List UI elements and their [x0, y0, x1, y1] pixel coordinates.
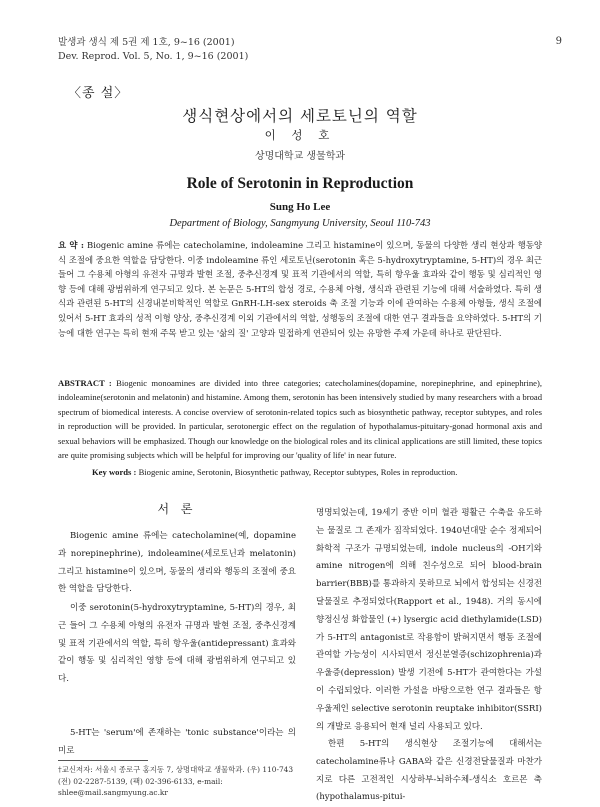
author-english: Sung Ho Lee [269, 201, 331, 213]
page-number: 9 [555, 36, 562, 47]
footnote-line-2: (전) 02-2287-5139, (팩) 02-396-6133, e-mail: shlee@mail.sangmyung.ac.kr [58, 776, 223, 797]
journal-header-ko: 발생과 생식 제 5권 제 1호, 9~16 (2001) [58, 37, 235, 48]
right-column-paragraph-1: 명명되었는데, 19세기 중반 이미 혈관 평활근 수축을 유도하는 물질로 그 존재가 짐작되었다. 1940년대말 순수 정제되어 화학적 구조가 규명되었는데, indole nucleus의 -OH기와 amine nitrogen에 의해 친수성으로 되어 blood-brain barrier(BBB)를 통과하지 못하므로 뇌에서 합성되는 신경전달물질로 추정되었다(Rapport et al., 1948). 거의 동시에 향정신성 화합물인 (+) lysergic acid diethylamide(LSD)가 5-HT의 antagonist로 작용함이 밝혀지면서 행동 조절에 관여할 가능성이 시사되면서 정신분열증(schizophrenia)과 우울증(depression) 발생 기전에 5-HT가 관여한다는 가설이 수립되었다. 이러한 가설을 바탕으로한 연구 결과들은 항우울제인 selective serotonin reuptake inhibitor(SSRI)의 개발로 응용되어 현재 널리 사용되고 있다. [316, 508, 542, 732]
keywords [92, 465, 542, 479]
left-column-paragraph-1: Biogenic amine 류에는 catecholamine(예, dopamine과 norepinephrine), indoleamine(세로토닌과 melatonin) 그리고 histamine이 있으며, 동물의 생리와 행동의 조절에 중요한 역할을 담당한다. [58, 531, 296, 595]
journal-header-en: Dev. Reprod. Vol. 5, No. 1, 9~16 (2001) [58, 51, 249, 62]
title-korean: 생식현상에서의 세로토닌의 역할 [182, 107, 418, 125]
abstract-english [58, 376, 542, 462]
section-heading-introduction: 서 론 [157, 502, 197, 516]
right-column-paragraph-2: 한편 5-HT의 생식현상 조절기능에 대해서는 catecholamine류나 GABA와 같은 신경전달물질과 마찬가지로 다른 고전적인 시상하부-뇌하수체-생식소 호르몬 축(hypothalamus-pitui- [316, 739, 542, 803]
article-category: 〈종 설〉 [68, 86, 129, 101]
abstract-korean-text: Biogenic amine 류에는 catecholamine, indoleamine 그리고 histamine이 있으며, 동물의 다양한 생리 현상과 행동양식 조절에 중요한 역할을 담당한다. 이중 indoleamine 류인 세로토닌(serotonin 혹은 5-hydroxytryptamine, 5-HT)의 경우 최근 들어 그 수용체 아형의 유전자 규명과 발현 조절, 중추신경계 및 표적 기관에서의 역할, 특히 항우울 효과와 같이 행동 및 심리적인 영향 등에 대해 광범위하게 연구되고 있다. 본 논문은 5-HT의 합성 경로, 수용체 아형, 생식과 관련된 기능에 대해 서술하였다. 특히 생식과 관련된 5-HT의 신경내분비학적인 역할로 GnRH-LH-sex steroids 축 조절 기능과 이에 관여하는 수용체 아형들, 생식 조절에 있어서 5-HT 효과의 성적 이형 양상, 중추신경계 이외 기관에서의 역할, 성행동의 조절에 대한 연구 결과들을 요약하였다. 5-HT의 기능에 대한 연구는 특히 현재 주목 받고 있는 '삶의 질' 고양과 밀접하게 연관되어 있는 유망한 주제 가운데 하나로 판단된다. [58, 240, 542, 338]
abstract-english-label: ABSTRACT : [58, 378, 112, 388]
footnote-line-1: †교신저자: 서울시 종로구 홍지동 7, 상명대학교 생물학과. (우) 110-743 [58, 765, 294, 774]
abstract-korean-label: 요 약 : [58, 240, 84, 250]
left-column-paragraph-2: 이중 serotonin(5-hydroxytryptamine, 5-HT)의 경우, 최근 들어 그 수용체 아형의 유전자 규명과 발현 조절, 중추신경계 및 표적 기관에서의 역할, 특히 항우울(antidepressant) 효과와 같이 행동 및 심리적인 영향 등에 대해 광범위하게 연구되고 있다. [58, 603, 296, 685]
footnote-divider [58, 760, 148, 761]
affiliation-korean: 상명대학교 생물학과 [254, 151, 346, 162]
keywords-label: Key words : [92, 467, 137, 477]
left-column-paragraph-3: 5-HT는 'serum'에 존재하는 'tonic substance'이라는 의미로 [58, 728, 296, 756]
keywords-text: Biogenic amine, Serotonin, Biosynthetic pathway, Receptor subtypes, Roles in reproduction. [138, 467, 458, 477]
abstract-korean [58, 238, 542, 340]
affiliation-english: Department of Biology, Sangmyung University, Seoul 110-743 [169, 218, 431, 229]
title-english: Role of Serotonin in Reproduction [186, 175, 414, 192]
author-korean: 이 성 호 [264, 128, 336, 142]
footnote [58, 764, 298, 799]
abstract-english-text: Biogenic monoamines are divided into three categories; catecholamines(dopamine, norepinephrine, and epinephrine), indoleamine(serotonin and melatonin) and histamine. Among them, serotonin has been intensively studied by many researchers with a broad spectrum of biomedical interests. A concise overview of serotonin-related topics such as biosynthetic pathway, receptor subtypes, and roles in reproduction will be provided. In particular, serotonergic effect on the regulation of hypothalamus-pituitary-gonad hormonal axis and sexual behaviors will be emphasized. Though our knowledge on the biological roles and its clinical applications are still limited, these topics are quite promising subjects which will be helpful for improving our 'quality of life' in near future. [58, 378, 542, 461]
